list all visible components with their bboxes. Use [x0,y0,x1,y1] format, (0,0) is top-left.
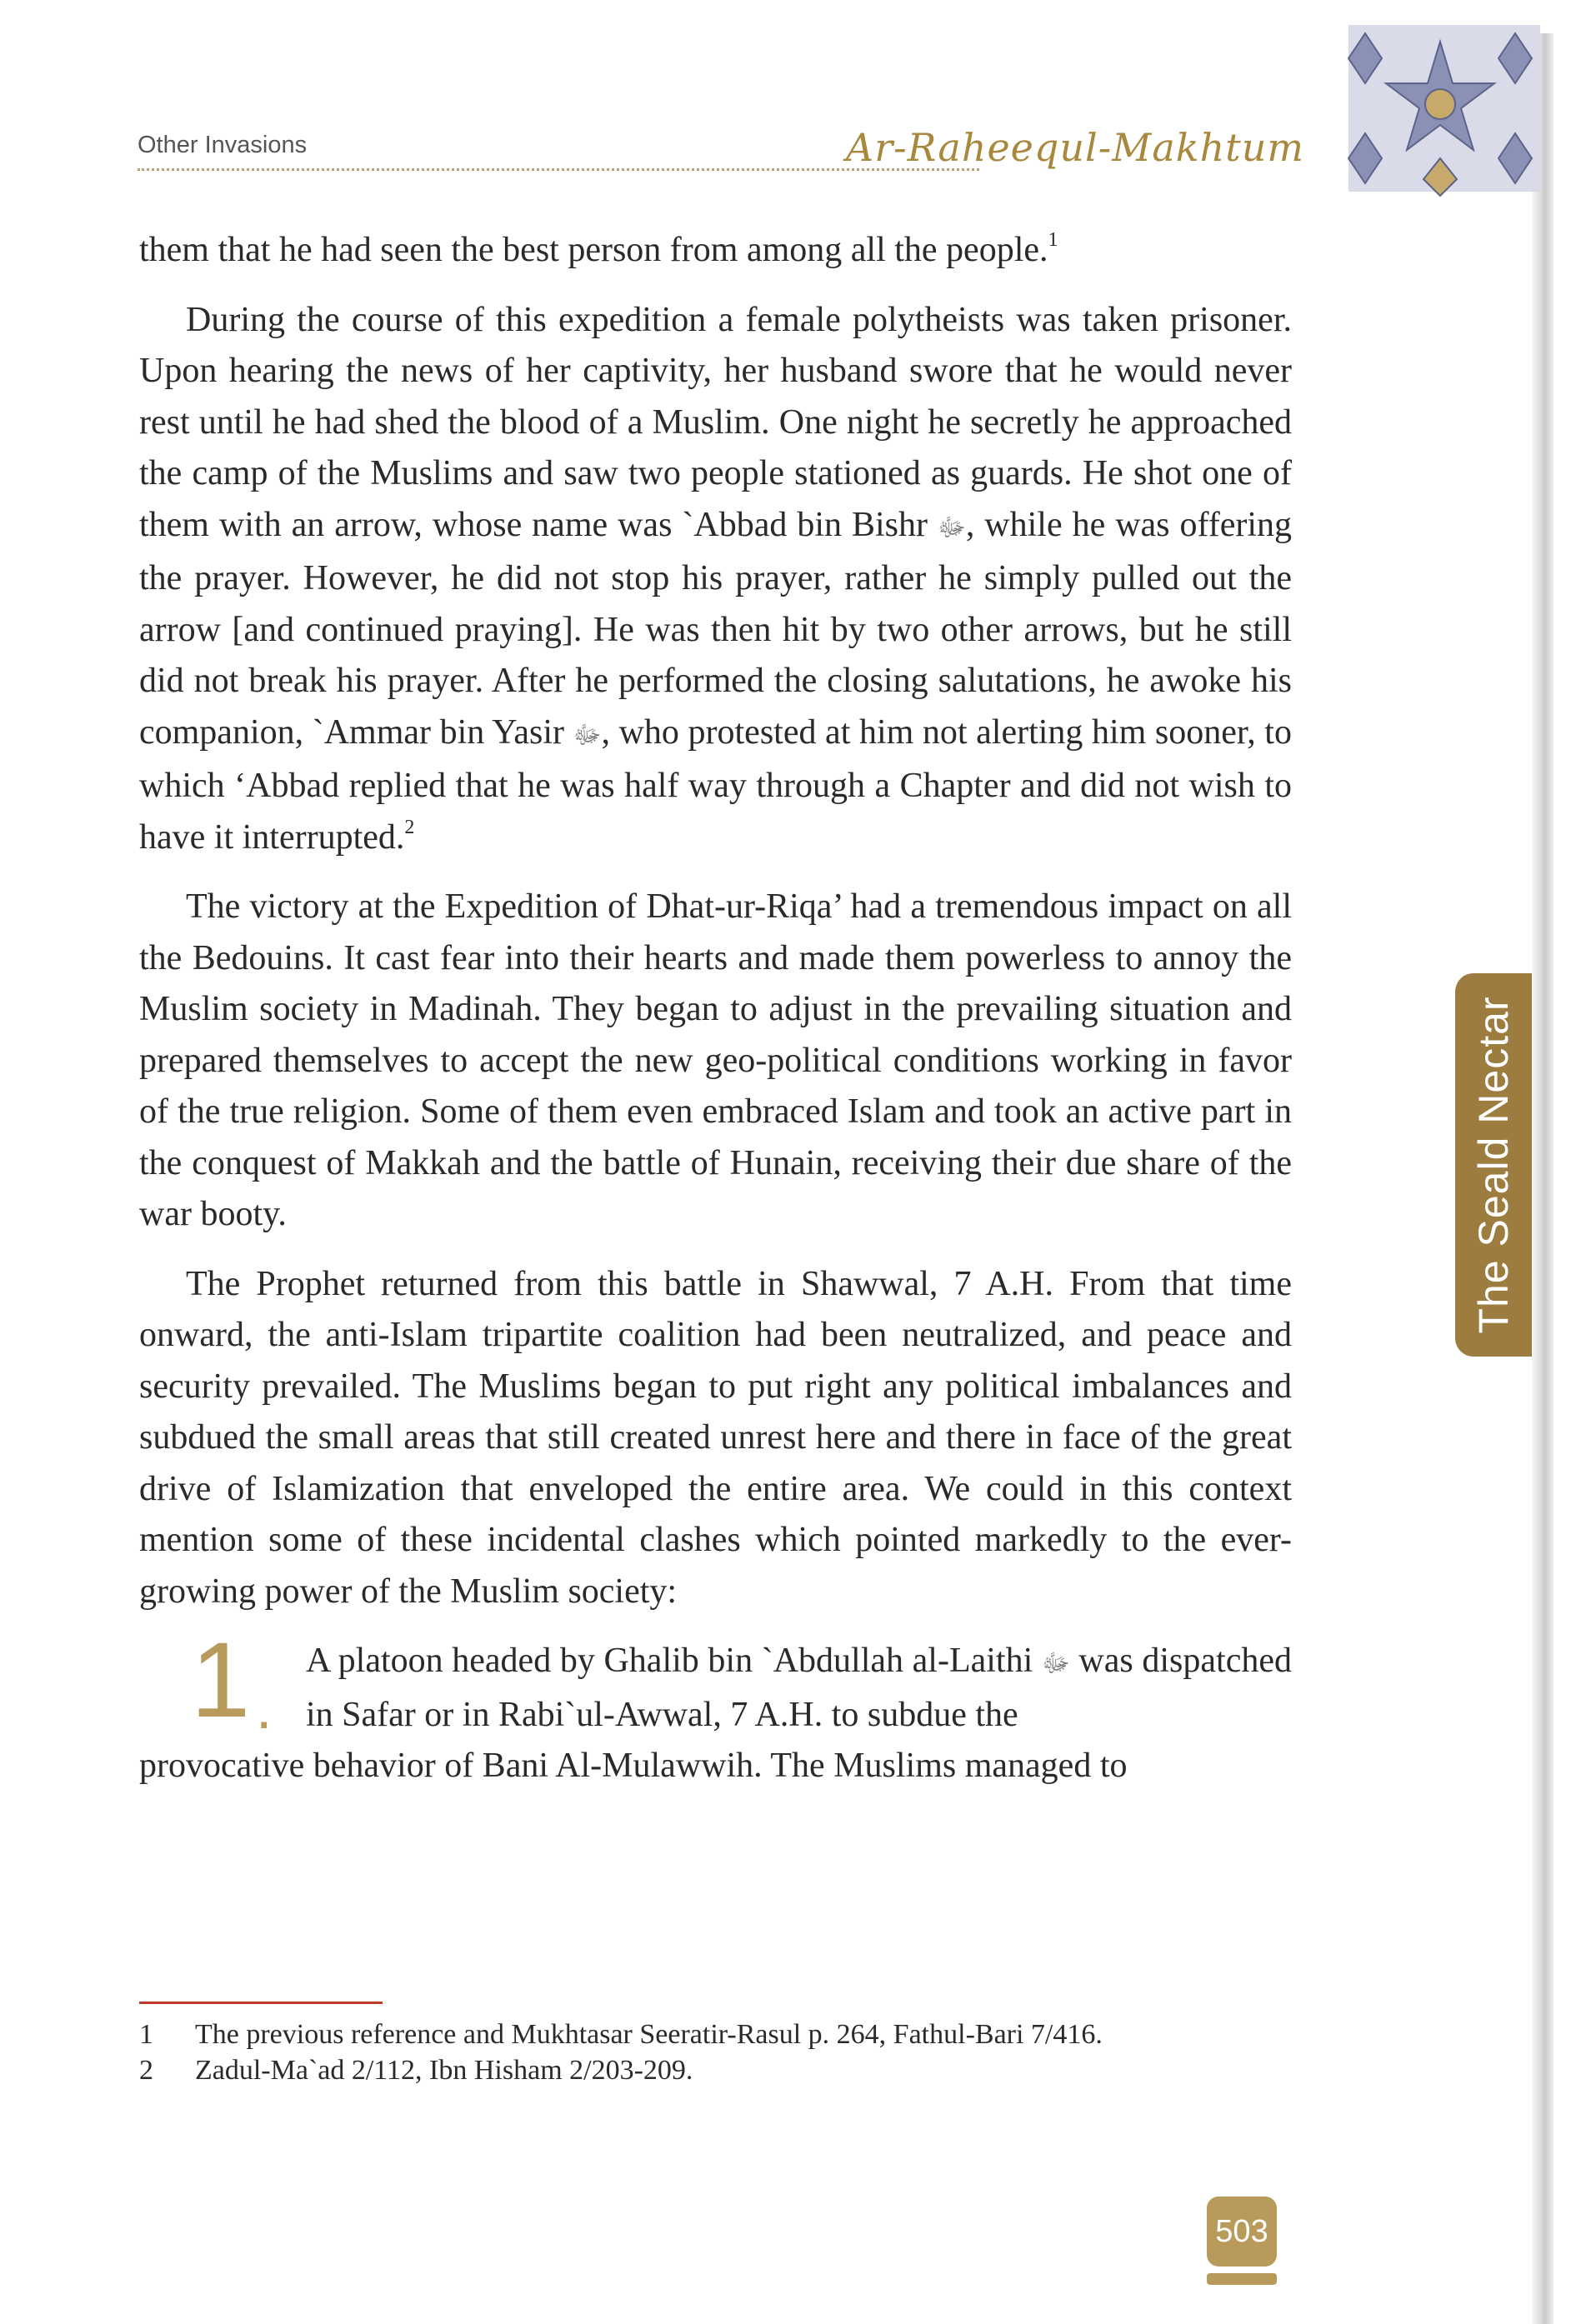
paragraph-2-text-c: , who protested at him not alerting him sooner, to which ‘Abbad replied that he was half way through a Chapter and did not wish to have it interrupted. [139,712,1292,857]
footnote-number: 2 [139,2055,153,2086]
section-title: Other Invasions [138,132,308,158]
numbered-item-1 [139,1621,1292,1792]
page-number: 503 [1207,2197,1277,2267]
footnote-ref-1[interactable]: 1 [1048,229,1058,251]
honorific-icon: ﷻ [1041,1650,1070,1677]
footnote-ref-2[interactable]: 2 [404,816,415,838]
page-edge-shadow [1532,33,1553,2324]
paragraph-2-text-b: , while he was offering the prayer. However, he did not stop his prayer, rather he simply pulled out the arrow [and continued praying]. He was then hit by two other arrows, but he still did not break his prayer. After he performed the closing salutations, he awoke his companion, `Ammar bin Yasir [139,505,1292,752]
footnote-number: 1 [139,2019,153,2050]
paragraph-4: The Prophet returned from this battle in Shawwal, 7 A.H. From that time onward, the anti-Islam tripartite coalition had been neutralized, and peace and security prevailed. The Muslims began to put right any political imbalances and subdued the small areas that still created unrest here and there in face of the great drive of Islamization that enveloped the entire area. We could in this context mention some of these incidental clashes which pointed markedly to the ever-growing power of the Muslim society: [139,1264,1292,1611]
paragraph-2 [139,295,1292,864]
paragraph-3: The victory at the Expedition of Dhat-ur-Riqa’ had a tremendous impact on all the Bedouins. It cast fear into their hearts and made them powerless to annoy the Muslim society in Madinah. They began to adjust in the prevailing situation and prepared themselves to accept the new geo-political conditions working in favor of the true religion. Some of them even embraced Islam and took an active part in the conquest of Makkah and the battle of Hunain, receiving their due share of the war booty. [139,887,1292,1233]
side-tab [1455,973,1532,1357]
book-title: Ar-Raheequl-Makhtum [845,125,1304,170]
footnote-1 [139,2017,1292,2052]
footnote-text: The previous reference and Mukhtasar Seeratir-Rasul p. 264, Fathul-Bari 7/416. [195,2019,1103,2050]
footnote-text: Zadul-Ma`ad 2/112, Ibn Hisham 2/203-209. [195,2055,693,2086]
side-tab-label: The Seald Nectar [1470,996,1517,1334]
item-1-text-b: was dispatched in Safar or in Rabi`ul-Awwal, 7 A.H. to subdue the [306,1642,1292,1734]
paragraph-2-text-a: During the course of this expedition a female polytheists was taken prisoner. Upon hearing the news of her captivity, her husband swore that he would never rest until he had shed the blood of a Muslim. One night he secretly he approached the camp of the Muslims and saw two people stationed as guards. He shot one of them with an arrow, whose name was `Abbad bin Bishr [139,300,1292,544]
paragraph-1-text: them that he had seen the best person from among all the people. [139,231,1048,269]
page-number-bar [1207,2273,1277,2285]
footnotes [139,2017,1292,2088]
ornament-tile-icon [1340,25,1540,200]
running-header [138,125,1304,175]
honorific-icon: ﷻ [937,513,966,542]
item-number: 1 [191,1621,251,1740]
paragraph-1 [139,225,1292,277]
body-text [139,225,1292,1811]
item-number-dot: . [256,1676,273,1741]
item-1-text-c: provocative behavior of Bani Al-Mulawwih. The Muslims managed to [139,1747,1128,1785]
honorific-icon: ﷻ [573,721,602,749]
footnote-separator [139,2002,383,2004]
footnote-2 [139,2052,1292,2088]
item-1-text-a: A platoon headed by Ghalib bin `Abdullah al-Laithi [306,1642,1042,1680]
